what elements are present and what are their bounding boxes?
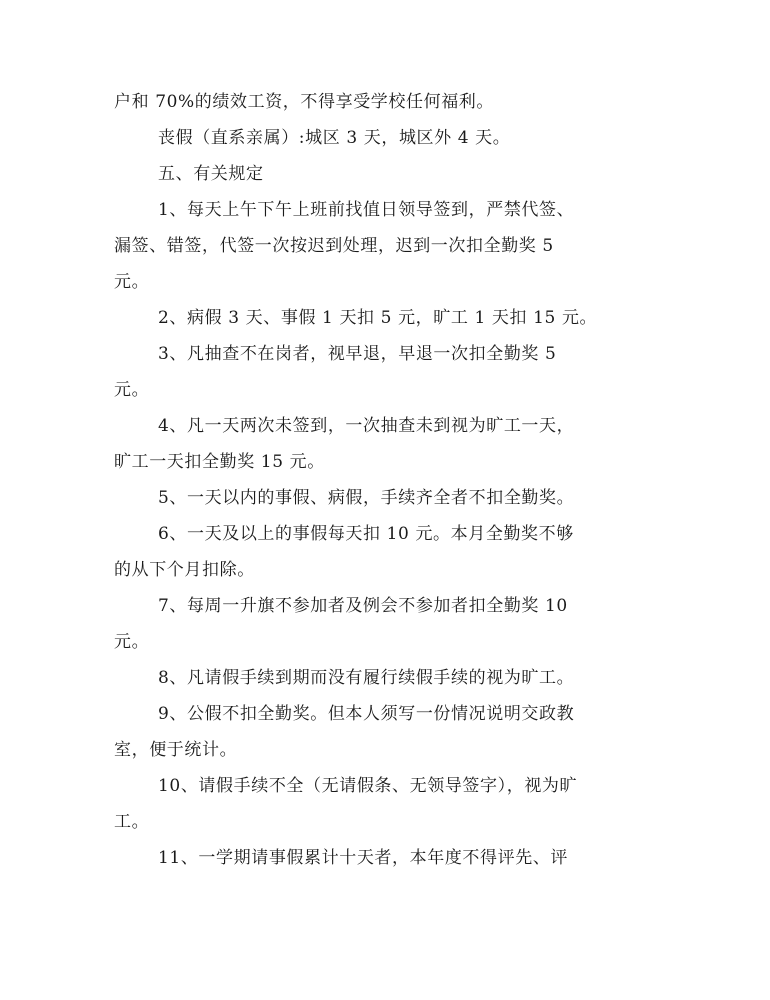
text-line: 的从下个月扣除。 bbox=[114, 560, 255, 580]
text-line: 8、凡请假手续到期而没有履行续假手续的视为旷工。 bbox=[158, 668, 575, 688]
text-line: 11、一学期请事假累计十天者，本年度不得评先、评 bbox=[158, 848, 569, 868]
text-line: 10、请假手续不全（无请假条、无领导签字），视为旷 bbox=[158, 776, 578, 796]
text-line: 漏签、错签，代签一次按迟到处理，迟到一次扣全勤奖 5 bbox=[114, 236, 554, 256]
text-line: 7、每周一升旗不参加者及例会不参加者扣全勤奖 10 bbox=[158, 596, 568, 616]
text-line: 丧假（直系亲属）:城区 3 天，城区外 4 天。 bbox=[158, 128, 511, 148]
text-line: 工。 bbox=[114, 812, 150, 832]
text-line: 3、凡抽查不在岗者，视早退，早退一次扣全勤奖 5 bbox=[158, 344, 557, 364]
text-line: 旷工一天扣全勤奖 15 元。 bbox=[114, 452, 325, 472]
text-line: 5、一天以内的事假、病假，手续齐全者不扣全勤奖。 bbox=[158, 488, 575, 508]
text-line: 元。 bbox=[114, 272, 150, 292]
text-line: 室，便于统计。 bbox=[114, 740, 238, 760]
text-line: 6、一天及以上的事假每天扣 10 元。本月全勤奖不够 bbox=[158, 524, 574, 544]
section-heading: 五、有关规定 bbox=[158, 164, 264, 184]
text-line: 4、凡一天两次未签到，一次抽查未到视为旷工一天， bbox=[158, 416, 575, 436]
text-line: 9、公假不扣全勤奖。但本人须写一份情况说明交政教 bbox=[158, 704, 575, 724]
text-line: 2、病假 3 天、事假 1 天扣 5 元，旷工 1 天扣 15 元。 bbox=[158, 308, 598, 328]
text-line: 户和 70%的绩效工资，不得享受学校任何福利。 bbox=[114, 92, 494, 112]
text-line: 元。 bbox=[114, 380, 150, 400]
document-body bbox=[114, 84, 634, 876]
text-line: 1、每天上午下午上班前找值日领导签到，严禁代签、 bbox=[158, 200, 575, 220]
text-line: 元。 bbox=[114, 632, 150, 652]
